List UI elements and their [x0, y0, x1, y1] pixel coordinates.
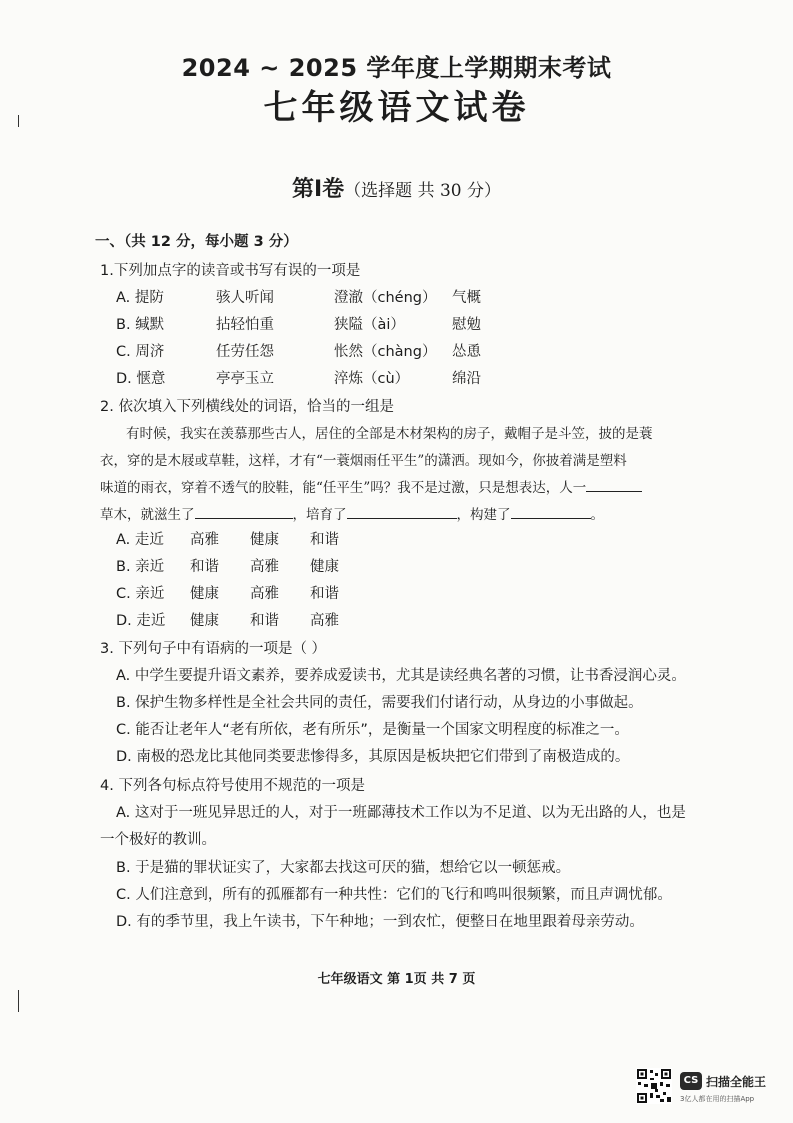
margin-mark-bottom — [18, 990, 19, 1012]
question-4-option-a-cont: 一个极好的教训。 — [100, 832, 216, 848]
scanner-app-name: 扫描全能王 — [706, 1075, 767, 1089]
question-4-option-c: C. 人们注意到，所有的孤雁都有一种共性：它们的飞行和鸣叫很频繁，而且声调忧郁。 — [116, 887, 672, 903]
page-footer: 七年级语文 第 1页 共 7 页 — [317, 972, 476, 987]
qr-code-icon — [636, 1068, 672, 1104]
section-heading — [0, 172, 793, 203]
exam-title: 2024 ~ 2025 学年度上学期期末考试 — [181, 54, 612, 82]
question-3-option-d: D. 南极的恐龙比其他同类要悲惨得多，其原因是板块把它们带到了南极造成的。 — [116, 749, 630, 765]
scanner-tagline: 3亿人都在用的扫描App — [680, 1095, 755, 1103]
passage-line-3: 味道的雨衣，穿着不透气的胶鞋，能“任平生”吗？我不是过激，只是想表达，人一 — [100, 476, 710, 496]
part-heading: 一、（共 12 分，每小题 3 分） — [95, 234, 298, 250]
question-4-stem: 4. 下列各句标点符号使用不规范的一项是 — [100, 778, 365, 794]
question-4-option-d: D. 有的季节里，我上午读书，下午种地；一到农忙，便整日在地里跟着母亲劳动。 — [116, 914, 644, 930]
question-3-option-c: C. 能否让老年人“老有所依，老有所乐”，是衡量一个国家文明程度的标准之一。 — [116, 722, 629, 738]
passage-line-2: 衣，穿的是木屐或草鞋，这样，才有“一蓑烟雨任平生”的潇洒。现如今，你披着满是塑料 — [100, 453, 627, 469]
answer-blank — [511, 504, 591, 519]
passage-line-4: 草木，就滋生了 ，培育了 ，构建了 。 — [100, 503, 710, 523]
question-3-option-a: A. 中学生要提升语文素养，要养成爱读书，尤其是读经典名著的习惯，让书香浸润心灵。 — [116, 668, 686, 684]
question-4-option-a: A. 这对于一班见异思迁的人，对于一班鄙薄技术工作以为不足道、以为无出路的人，也是 — [116, 805, 686, 821]
answer-blank — [195, 504, 293, 519]
answer-blank — [586, 477, 642, 492]
question-3-stem: 3. 下列句子中有语病的一项是（ ） — [100, 641, 327, 657]
question-3-option-b: B. 保护生物多样性是全社会共同的责任，需要我们付诸行动，从身边的小事做起。 — [116, 695, 643, 711]
passage-line-1: 有时候，我实在羡慕那些古人，居住的全部是木材架构的房子，戴帽子是斗笠，披的是蓑 — [126, 426, 653, 442]
section-note: （选择题 共 30 分） — [344, 181, 502, 201]
section-name: 第Ⅰ卷 — [291, 177, 345, 202]
question-2-stem: 2. 依次填入下列横线处的词语，恰当的一组是 — [100, 399, 394, 415]
camscanner-logo: CS — [680, 1072, 702, 1090]
paper-title: 七年级语文试卷 — [263, 88, 530, 128]
question-1-stem: 1.下列加点字的读音或书写有误的一项是 — [100, 263, 361, 279]
answer-blank — [347, 504, 457, 519]
question-4-option-b: B. 于是猫的罪状证实了，大家都去找这可厌的猫，想给它以一顿惩戒。 — [116, 860, 571, 876]
